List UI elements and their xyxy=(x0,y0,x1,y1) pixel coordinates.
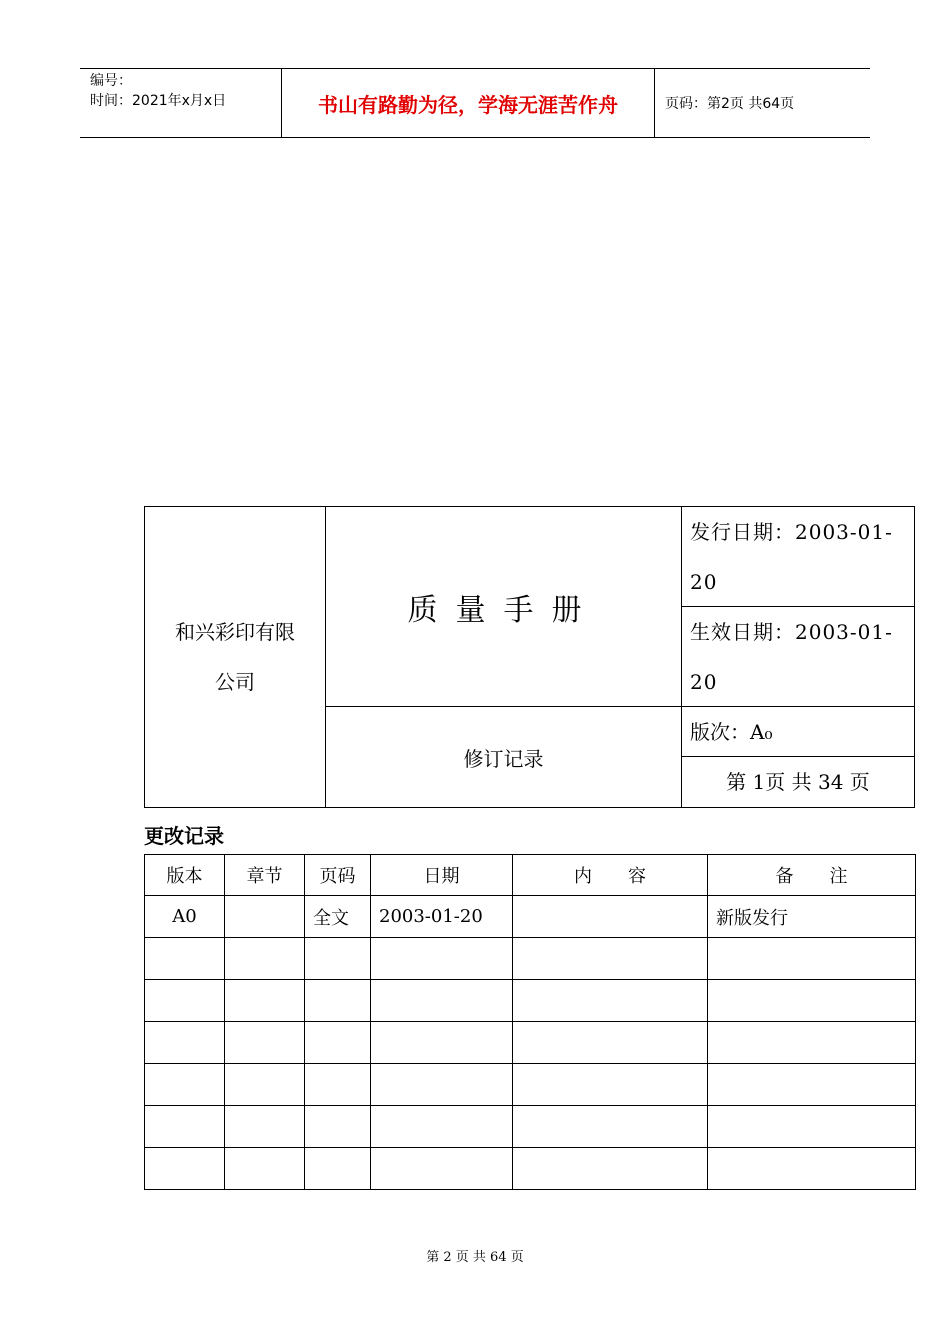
page-header xyxy=(80,68,870,138)
cell-version xyxy=(145,1064,225,1106)
cell-page xyxy=(305,1064,371,1106)
cell-page xyxy=(305,1106,371,1148)
cell-remarks xyxy=(708,1106,916,1148)
effective-date-cell xyxy=(682,607,914,707)
cell-date xyxy=(371,1148,513,1190)
cell-remarks xyxy=(708,1022,916,1064)
column-header-chapter: 章节 xyxy=(225,855,305,896)
column-header-version: 版本 xyxy=(145,855,225,896)
cell-version xyxy=(145,1148,225,1190)
cell-date xyxy=(371,1022,513,1064)
cell-content xyxy=(513,980,708,1022)
cell-date xyxy=(371,1106,513,1148)
company-name-cell xyxy=(145,507,326,807)
cell-content xyxy=(513,1106,708,1148)
issue-date-line2: 20 xyxy=(690,570,718,594)
cell-version xyxy=(145,980,225,1022)
cell-content xyxy=(513,896,708,938)
time-label: 时间：2021年x月x日 xyxy=(90,93,227,109)
cell-page xyxy=(305,1148,371,1190)
table-row xyxy=(145,1148,916,1190)
cell-date xyxy=(371,980,513,1022)
document-title: 质量手册 xyxy=(326,507,682,707)
cell-content xyxy=(513,1148,708,1190)
issue-date-cell xyxy=(682,507,914,607)
cell-chapter xyxy=(225,1148,305,1190)
cell-date xyxy=(371,1064,513,1106)
header-meta xyxy=(80,69,282,137)
cell-remarks xyxy=(708,1064,916,1106)
column-header-remarks: 备 注 xyxy=(708,855,916,896)
cell-page: 全文 xyxy=(305,896,371,938)
table-row xyxy=(145,980,916,1022)
cell-version xyxy=(145,938,225,980)
cell-version xyxy=(145,1106,225,1148)
cell-date xyxy=(371,938,513,980)
cell-version xyxy=(145,1022,225,1064)
cell-page xyxy=(305,1022,371,1064)
table-header-row xyxy=(145,855,916,896)
version-cell: 版次：A₀ xyxy=(682,707,914,757)
cell-chapter xyxy=(225,938,305,980)
table-row xyxy=(145,1064,916,1106)
cell-chapter xyxy=(225,896,305,938)
cell-content xyxy=(513,1064,708,1106)
company-name-line2: 公司 xyxy=(215,670,255,694)
cell-remarks xyxy=(708,1148,916,1190)
effective-date-line1: 生效日期：2003-01- xyxy=(690,620,893,644)
cell-chapter xyxy=(225,1022,305,1064)
cell-content xyxy=(513,1022,708,1064)
number-label: 编号： xyxy=(90,73,132,89)
table-row xyxy=(145,938,916,980)
cell-remarks xyxy=(708,938,916,980)
cell-version: A0 xyxy=(145,896,225,938)
change-log-table xyxy=(144,854,916,1190)
issue-date-line1: 发行日期：2003-01- xyxy=(690,520,893,544)
page-count-cell: 第 1页 共 34 页 xyxy=(726,770,870,794)
company-name-line1: 和兴彩印有限 xyxy=(175,620,295,644)
table-row xyxy=(145,1022,916,1064)
column-header-date: 日期 xyxy=(371,855,513,896)
column-header-content: 内 容 xyxy=(513,855,708,896)
change-log-heading: 更改记录 xyxy=(144,824,224,848)
cell-remarks: 新版发行 xyxy=(708,896,916,938)
cell-chapter xyxy=(225,980,305,1022)
column-header-page: 页码 xyxy=(305,855,371,896)
cell-chapter xyxy=(225,1106,305,1148)
cell-page xyxy=(305,938,371,980)
table-row xyxy=(145,896,916,938)
table-row xyxy=(145,1106,916,1148)
cell-content xyxy=(513,938,708,980)
cell-page xyxy=(305,980,371,1022)
page-footer: 第 2 页 共 64 页 xyxy=(426,1250,524,1265)
cell-chapter xyxy=(225,1064,305,1106)
header-page-info: 页码：第2页 共64页 xyxy=(665,96,795,112)
cell-date: 2003-01-20 xyxy=(371,896,513,938)
effective-date-line2: 20 xyxy=(690,670,718,694)
header-motto: 书山有路勤为径，学海无涯苦作舟 xyxy=(282,69,655,137)
document-subtitle: 修订记录 xyxy=(326,707,682,807)
title-block xyxy=(144,506,915,808)
cell-remarks xyxy=(708,980,916,1022)
